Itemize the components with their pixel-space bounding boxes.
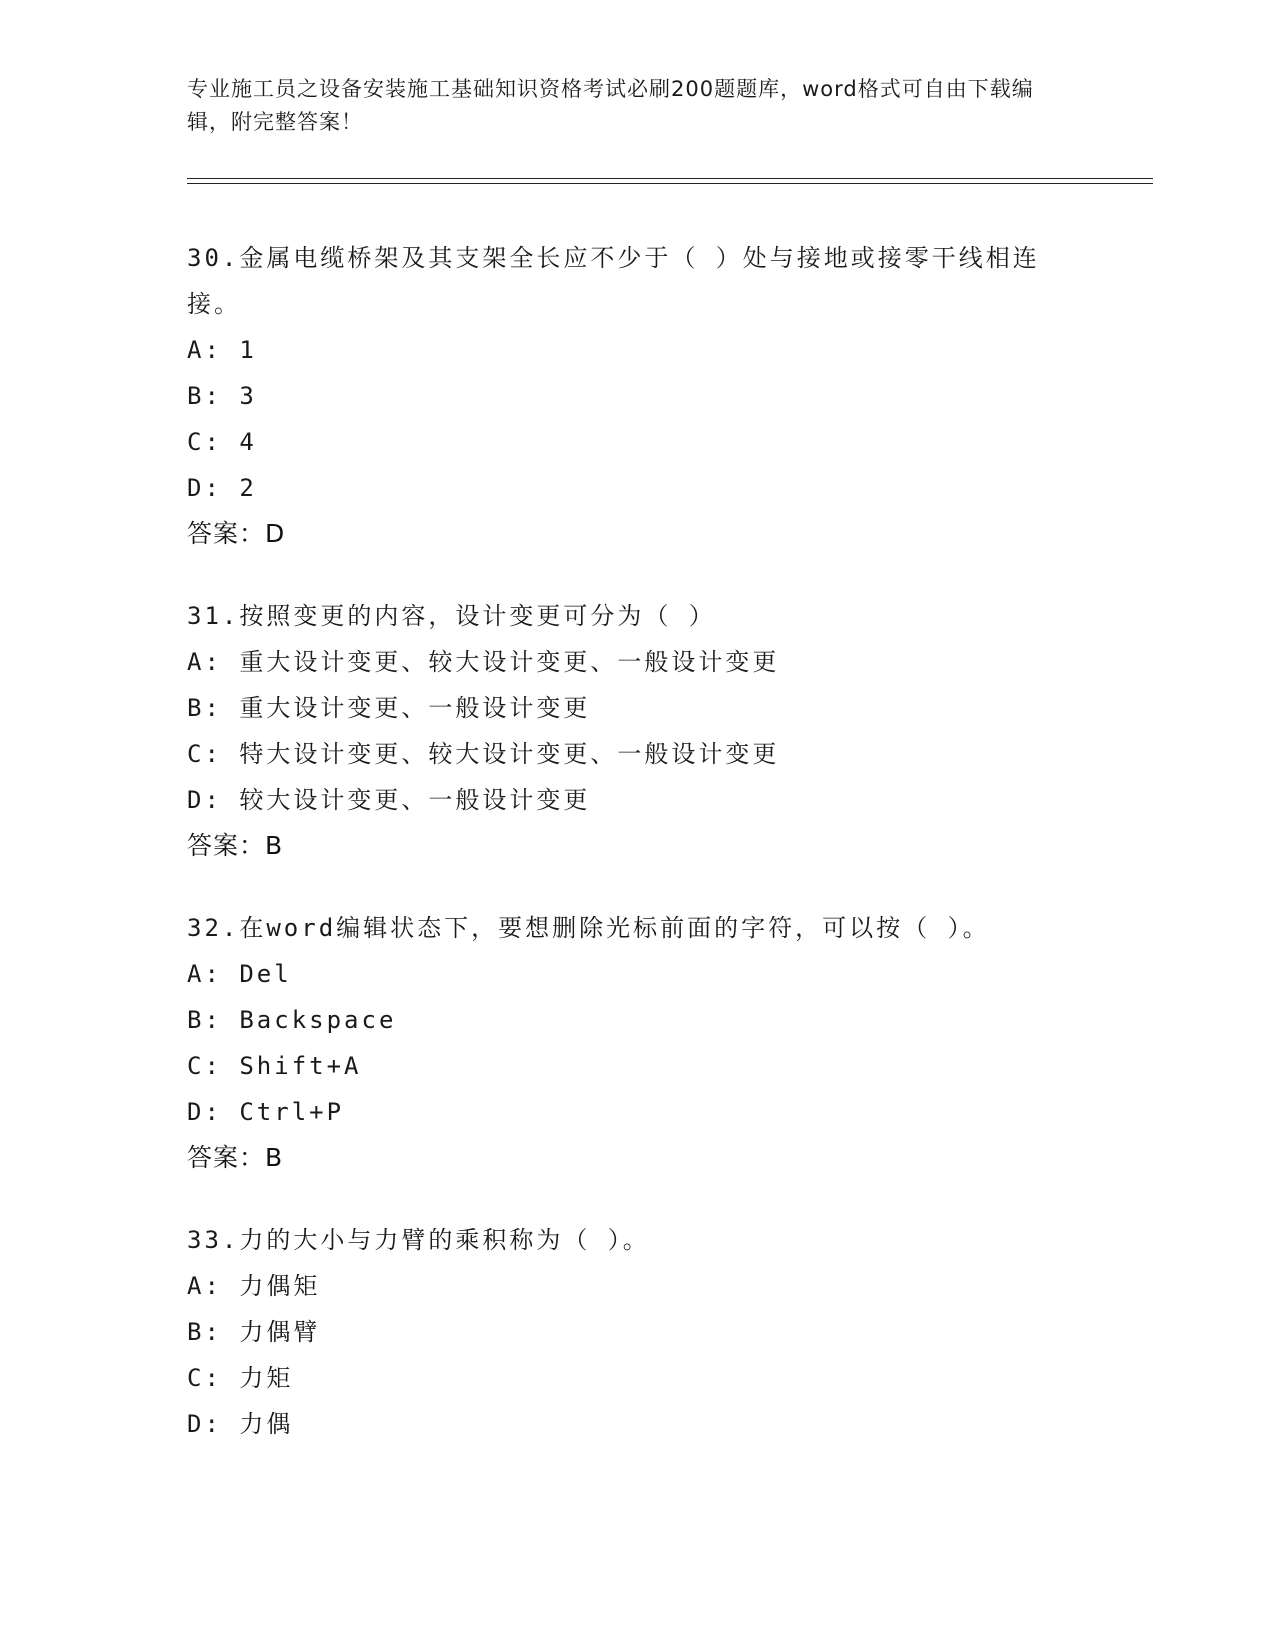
option-a: A: 重大设计变更、较大设计变更、一般设计变更 (187, 648, 780, 676)
question-stem: 33.力的大小与力臂的乘积称为（ ）。 (187, 1226, 650, 1254)
question-32 (187, 905, 1087, 1181)
question-33 (187, 1217, 1087, 1447)
header-divider-top (187, 178, 1153, 179)
answer-value: B (265, 831, 284, 860)
option-b: B: 力偶臂 (187, 1318, 321, 1346)
answer-prefix: 答案： (187, 519, 266, 548)
answer-prefix: 答案： (187, 1143, 266, 1172)
document-header: 专业施工员之设备安装施工基础知识资格考试必刷200题题库，word格式可自由下载编辑，附完整答案！ (187, 77, 1034, 134)
option-d: D: Ctrl+P (187, 1098, 345, 1126)
answer-value: B (265, 1143, 284, 1172)
header-divider-bottom (187, 183, 1153, 184)
option-d: D: 较大设计变更、一般设计变更 (187, 786, 591, 814)
answer-line (187, 1135, 1087, 1181)
option-d: D: 2 (187, 474, 257, 502)
option-a: A: 1 (187, 336, 257, 364)
question-list (187, 235, 1087, 1483)
option-b: B: 重大设计变更、一般设计变更 (187, 694, 591, 722)
option-c: C: 4 (187, 428, 257, 456)
option-c: C: 特大设计变更、较大设计变更、一般设计变更 (187, 740, 780, 768)
option-b: B: 3 (187, 382, 257, 410)
option-c: C: Shift+A (187, 1052, 362, 1080)
question-stem: 31.按照变更的内容，设计变更可分为（ ） (187, 602, 716, 630)
answer-line (187, 823, 1087, 869)
answer-prefix: 答案： (187, 831, 266, 860)
answer-value: D (265, 519, 286, 548)
option-a: A: 力偶矩 (187, 1272, 321, 1300)
option-b: B: Backspace (187, 1006, 397, 1034)
option-a: A: Del (187, 960, 292, 988)
question-stem: 32.在word编辑状态下，要想删除光标前面的字符，可以按（ ）。 (187, 914, 990, 942)
question-30 (187, 235, 1087, 557)
answer-line (187, 511, 1087, 557)
option-d: D: 力偶 (187, 1410, 294, 1438)
question-stem: 30.金属电缆桥架及其支架全长应不少于（ ）处与接地或接零干线相连接。 (187, 244, 1040, 318)
question-31 (187, 593, 1087, 869)
option-c: C: 力矩 (187, 1364, 294, 1392)
